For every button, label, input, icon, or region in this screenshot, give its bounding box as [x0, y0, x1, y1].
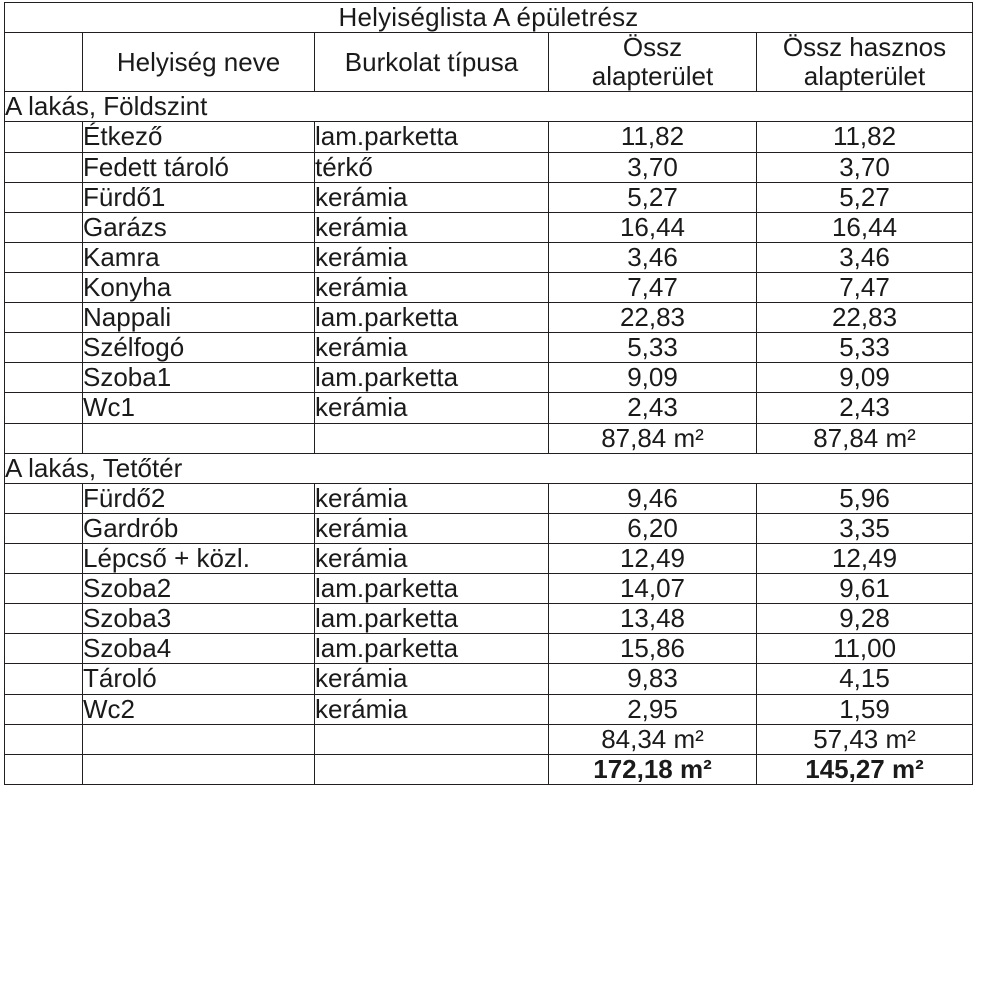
row-indent-cell — [5, 182, 83, 212]
column-header-area — [549, 33, 757, 92]
table-row — [5, 574, 973, 604]
room-name: Szoba2 — [83, 574, 315, 604]
total-area: 2,95 — [549, 694, 757, 724]
subtotal-type-cell — [315, 423, 549, 453]
row-indent-cell — [5, 152, 83, 182]
room-name: Wc2 — [83, 694, 315, 724]
total-area: 6,20 — [549, 513, 757, 543]
column-header-useful-line2: alapterület — [803, 61, 926, 92]
table-row — [5, 483, 973, 513]
total-area: 5,27 — [549, 182, 757, 212]
useful-area: 11,82 — [757, 122, 973, 152]
row-indent-cell — [5, 272, 83, 302]
group-subtotal-row — [5, 724, 973, 754]
floor-type: kerámia — [315, 242, 549, 272]
column-header-name: Helyiség neve — [83, 33, 315, 92]
column-header-type: Burkolat típusa — [315, 33, 549, 92]
room-name: Fürdő2 — [83, 483, 315, 513]
table-row — [5, 333, 973, 363]
useful-area: 4,15 — [757, 664, 973, 694]
subtotal-indent-cell — [5, 724, 83, 754]
page-title: Helyiséglista A épületrész — [5, 3, 973, 33]
table-row — [5, 212, 973, 242]
floor-type: lam.parketta — [315, 303, 549, 333]
useful-area: 3,46 — [757, 242, 973, 272]
total-area: 5,33 — [549, 333, 757, 363]
floor-type: kerámia — [315, 483, 549, 513]
total-area: 3,70 — [549, 152, 757, 182]
room-name: Szoba4 — [83, 634, 315, 664]
useful-area: 7,47 — [757, 272, 973, 302]
table-row — [5, 513, 973, 543]
table-row — [5, 604, 973, 634]
row-indent-cell — [5, 634, 83, 664]
floor-type: kerámia — [315, 664, 549, 694]
row-indent-cell — [5, 604, 83, 634]
group-label-ground-floor: A lakás, Földszint — [5, 92, 973, 122]
row-indent-cell — [5, 333, 83, 363]
row-indent-cell — [5, 694, 83, 724]
table-header-row — [5, 33, 973, 92]
row-indent-cell — [5, 483, 83, 513]
room-name: Szoba1 — [83, 363, 315, 393]
row-indent-cell — [5, 574, 83, 604]
row-indent-cell — [5, 303, 83, 333]
subtotal-name-cell — [83, 724, 315, 754]
useful-area: 12,49 — [757, 543, 973, 573]
row-indent-cell — [5, 513, 83, 543]
subtotal-name-cell — [83, 423, 315, 453]
row-indent-cell — [5, 242, 83, 272]
total-type-cell — [315, 754, 549, 784]
row-indent-cell — [5, 122, 83, 152]
room-name: Wc1 — [83, 393, 315, 423]
room-name: Garázs — [83, 212, 315, 242]
floor-type: térkő — [315, 152, 549, 182]
subtotal-total-area: 84,34 m² — [549, 724, 757, 754]
room-name: Fürdő1 — [83, 182, 315, 212]
table-row — [5, 664, 973, 694]
total-area: 13,48 — [549, 604, 757, 634]
total-area: 7,47 — [549, 272, 757, 302]
total-area: 2,43 — [549, 393, 757, 423]
room-name: Étkező — [83, 122, 315, 152]
room-name: Szélfogó — [83, 333, 315, 363]
floor-type: kerámia — [315, 272, 549, 302]
table-row — [5, 634, 973, 664]
room-name: Szoba3 — [83, 604, 315, 634]
useful-area: 2,43 — [757, 393, 973, 423]
table-row — [5, 242, 973, 272]
useful-area: 9,28 — [757, 604, 973, 634]
column-header-useful-line1: Össz hasznos — [782, 32, 947, 63]
total-area: 11,82 — [549, 122, 757, 152]
total-name-cell — [83, 754, 315, 784]
table-title-row — [5, 3, 973, 33]
subtotal-useful-area: 57,43 m² — [757, 724, 973, 754]
room-list-sheet — [0, 2, 992, 1002]
useful-area: 5,96 — [757, 483, 973, 513]
total-area: 9,09 — [549, 363, 757, 393]
row-indent-cell — [5, 543, 83, 573]
subtotal-total-area: 87,84 m² — [549, 423, 757, 453]
row-indent-cell — [5, 664, 83, 694]
table-row — [5, 543, 973, 573]
subtotal-indent-cell — [5, 423, 83, 453]
column-header-useful-area — [757, 33, 973, 92]
row-indent-cell — [5, 363, 83, 393]
table-row — [5, 363, 973, 393]
group-label-attic: A lakás, Tetőtér — [5, 453, 973, 483]
table-row — [5, 393, 973, 423]
table-row — [5, 694, 973, 724]
useful-area: 11,00 — [757, 634, 973, 664]
table-row — [5, 303, 973, 333]
floor-type: lam.parketta — [315, 363, 549, 393]
floor-type: kerámia — [315, 212, 549, 242]
group-header-row — [5, 453, 973, 483]
room-list-table — [4, 2, 973, 785]
room-name: Tároló — [83, 664, 315, 694]
table-body — [5, 3, 973, 785]
column-header-area-line2: alapterület — [591, 61, 714, 92]
group-header-row — [5, 92, 973, 122]
floor-type: kerámia — [315, 333, 549, 363]
header-indent-cell — [5, 33, 83, 92]
floor-type: lam.parketta — [315, 604, 549, 634]
total-area: 16,44 — [549, 212, 757, 242]
row-indent-cell — [5, 393, 83, 423]
useful-area: 9,61 — [757, 574, 973, 604]
row-indent-cell — [5, 212, 83, 242]
useful-area: 9,09 — [757, 363, 973, 393]
useful-area: 5,33 — [757, 333, 973, 363]
table-row — [5, 122, 973, 152]
table-row — [5, 152, 973, 182]
grand-total-row — [5, 754, 973, 784]
useful-area: 5,27 — [757, 182, 973, 212]
floor-type: lam.parketta — [315, 634, 549, 664]
room-name: Kamra — [83, 242, 315, 272]
floor-type: lam.parketta — [315, 122, 549, 152]
total-area: 3,46 — [549, 242, 757, 272]
floor-type: kerámia — [315, 393, 549, 423]
total-area: 9,83 — [549, 664, 757, 694]
total-area: 22,83 — [549, 303, 757, 333]
subtotal-useful-area: 87,84 m² — [757, 423, 973, 453]
useful-area: 3,70 — [757, 152, 973, 182]
grand-total-useful-area: 145,27 m² — [757, 754, 973, 784]
floor-type: kerámia — [315, 543, 549, 573]
room-name: Lépcső + közl. — [83, 543, 315, 573]
total-area: 9,46 — [549, 483, 757, 513]
floor-type: kerámia — [315, 513, 549, 543]
floor-type: kerámia — [315, 182, 549, 212]
table-row — [5, 182, 973, 212]
useful-area: 1,59 — [757, 694, 973, 724]
useful-area: 22,83 — [757, 303, 973, 333]
room-name: Nappali — [83, 303, 315, 333]
column-header-area-line1: Össz — [622, 32, 683, 63]
room-name: Fedett tároló — [83, 152, 315, 182]
useful-area: 3,35 — [757, 513, 973, 543]
useful-area: 16,44 — [757, 212, 973, 242]
group-subtotal-row — [5, 423, 973, 453]
grand-total-area: 172,18 m² — [549, 754, 757, 784]
room-name: Konyha — [83, 272, 315, 302]
floor-type: kerámia — [315, 694, 549, 724]
room-name: Gardrób — [83, 513, 315, 543]
total-area: 14,07 — [549, 574, 757, 604]
total-indent-cell — [5, 754, 83, 784]
total-area: 15,86 — [549, 634, 757, 664]
subtotal-type-cell — [315, 724, 549, 754]
table-row — [5, 272, 973, 302]
total-area: 12,49 — [549, 543, 757, 573]
floor-type: lam.parketta — [315, 574, 549, 604]
